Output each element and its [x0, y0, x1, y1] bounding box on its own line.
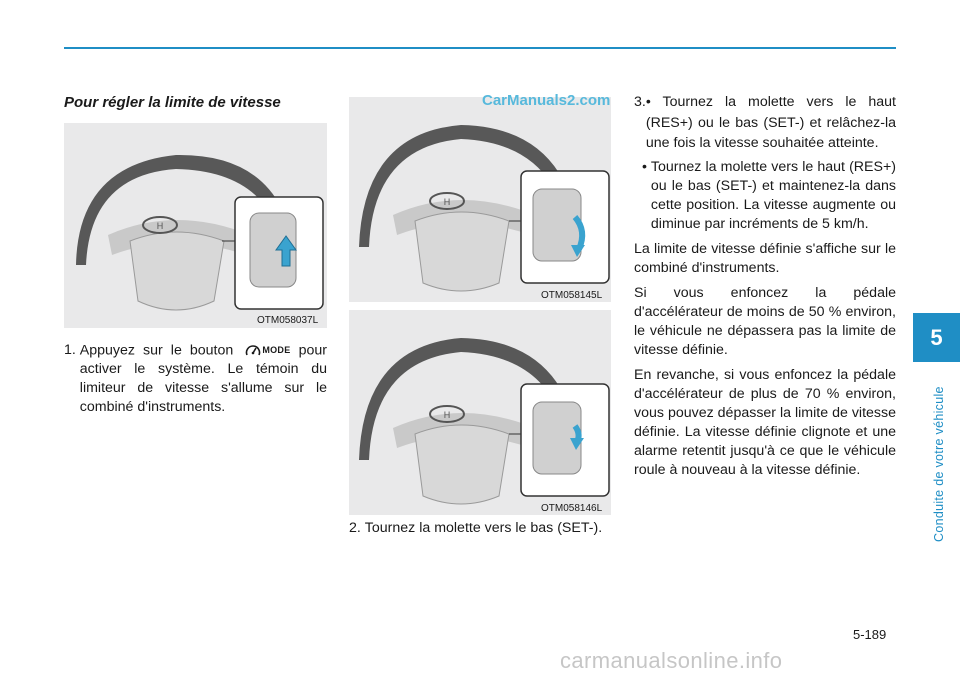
- figure-caption: OTM058145L: [541, 290, 603, 301]
- step-3-and-notes: [634, 92, 896, 486]
- section-title: Pour régler la limite de vitesse: [64, 94, 281, 111]
- step-number: 1.: [64, 342, 76, 358]
- svg-text:H: H: [156, 221, 164, 231]
- chapter-tab: 5: [913, 313, 960, 362]
- step-1: [64, 341, 327, 417]
- page-number: 5-189: [853, 627, 887, 642]
- step-2: [349, 518, 611, 539]
- figure-steering-wheel-mode-button: [64, 123, 327, 328]
- step-number: 2.: [349, 520, 361, 536]
- mode-button-icon: MODE: [245, 341, 290, 360]
- svg-text:H: H: [443, 197, 451, 207]
- figure-caption: OTM058146L: [541, 503, 603, 514]
- step-text: Tournez la molette vers le bas (SET-).: [364, 520, 603, 536]
- figure-steering-wheel-set-down: [349, 97, 611, 302]
- step-text: Appuyez sur le bouton MODE pour activer le système. Le témoin du limiteur de vitesse s'allume sur le combiné d'instruments.: [79, 342, 327, 416]
- paragraph-accelerator-under-50: Si vous enfoncez la pédale d'accélérateur de moins de 50 % environ, le véhicule ne dépassera pas la limite de vitesse définie.: [634, 284, 896, 358]
- svg-text:H: H: [443, 410, 451, 420]
- bullet-mark: •: [642, 158, 647, 175]
- header-rule: [64, 47, 896, 49]
- watermark-carmanuals2: CarManuals2.com: [482, 92, 611, 109]
- chapter-title: Conduite de votre véhicule: [932, 386, 946, 542]
- step-number: 3.: [634, 94, 646, 110]
- paragraph-accelerator-over-70: En revanche, si vous enfoncez la pédale d'accélérateur de plus de 70 % environ, vous pouvez dépasser la limite de vitesse définie. La vitesse définie clignote et une alarme retentit jusqu'à ce que le véhicule roule à nouveau à la vitesse définie.: [634, 366, 896, 478]
- footer-watermark: carmanualsonline.info: [560, 648, 783, 673]
- step-3-bullet-2: Tournez la molette vers le haut (RES+) ou le bas (SET-) et maintenez-la dans cette position. La vitesse augmente ou diminue par incréments de 5 km/h.: [650, 158, 896, 232]
- step-3-bullet-1: • Tournez la molette vers le haut (RES+) ou le bas (SET-) et relâchez-la une fois la vitesse souhaitée atteinte.: [645, 94, 896, 151]
- paragraph-speed-limit-display: La limite de vitesse définie s'affiche sur le combiné d'instruments.: [634, 240, 896, 276]
- figure-steering-wheel-set-down-hold: [349, 310, 611, 515]
- figure-caption: OTM058037L: [257, 315, 319, 326]
